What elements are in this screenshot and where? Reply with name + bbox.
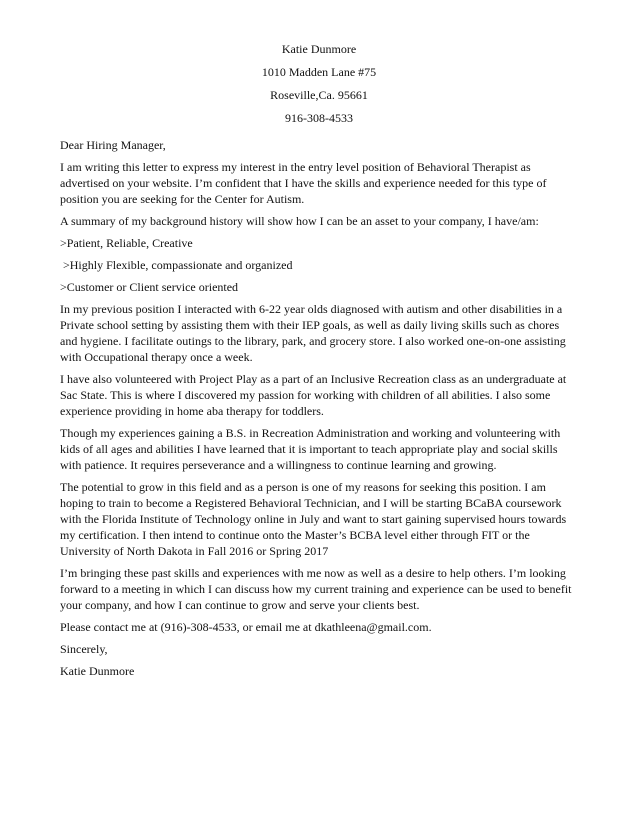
potential-paragraph: The potential to grow in this field and as a person is one of my reasons for seeking this position. I am hoping to train to become a Registered Behavioral Technician, and I will be starting BCaBA coursework with the Florida Institute of Technology online in July and want to start gaining supervised hours towards my certification. I then intend to continue onto the Master’s BCBA level either through FIT or the University of North Dakota in Fall 2016 or Spring 2017 — [60, 480, 567, 558]
sender-address-line-2: Roseville,Ca. 95661 — [270, 88, 368, 102]
salutation: Dear Hiring Manager, — [60, 138, 166, 152]
sender-address-line-1: 1010 Madden Lane #75 — [261, 65, 377, 79]
previous-position-paragraph: In my previous position I interacted with 6-22 year olds diagnosed with autism and other disabilities in a Private school setting by assisting them with their IEP goals, as well as daily living skills such as chores and hygiene. I facilitate outings to the library, park, and grocery store. I also worked one-on-one assisting with Occupational therapy once a week. — [60, 302, 566, 364]
sender-name: Katie Dunmore — [281, 42, 357, 56]
volunteer-paragraph: I have also volunteered with Project Play as a part of an Inclusive Recreation class as an undergraduate at Sac State. This is where I discovered my passion for working with children of all abilities. I also some experience providing in home aba therapy for toddlers. — [60, 372, 567, 418]
signature-name: Katie Dunmore — [60, 664, 135, 678]
sender-phone: 916-308-4533 — [285, 111, 353, 125]
summary-intro: A summary of my background history will show how I can be an asset to your company, I have/am: — [60, 214, 539, 228]
experience-paragraph: Though my experiences gaining a B.S. in Recreation Administration and working and volunteering with kids of all ages and abilities I have learned that it is important to teach appropriate play and social skills with patience. It requires perseverance and a willingness to continue learning and growing. — [60, 426, 561, 472]
contact-paragraph: Please contact me at (916)-308-4533, or email me at dkathleena@gmail.com. — [60, 620, 432, 634]
sign-off: Sincerely, — [60, 642, 108, 656]
bullet-item: >Patient, Reliable, Creative — [60, 236, 193, 250]
intro-paragraph: I am writing this letter to express my interest in the entry level position of Behavioral Therapist as advertised on your website. I’m confident that I have the skills and experience needed for this type of position you are seeking for the Center for Autism. — [60, 160, 547, 206]
bullet-item: >Customer or Client service oriented — [60, 280, 239, 294]
bullet-item: >Highly Flexible, compassionate and organized — [63, 258, 293, 272]
bringing-paragraph: I’m bringing these past skills and experiences with me now as well as a desire to help others. I’m looking forward to a meeting in which I can discuss how my current training and experience can be used to benefit your company, and how I can continue to grow and serve your clients best. — [60, 566, 572, 612]
